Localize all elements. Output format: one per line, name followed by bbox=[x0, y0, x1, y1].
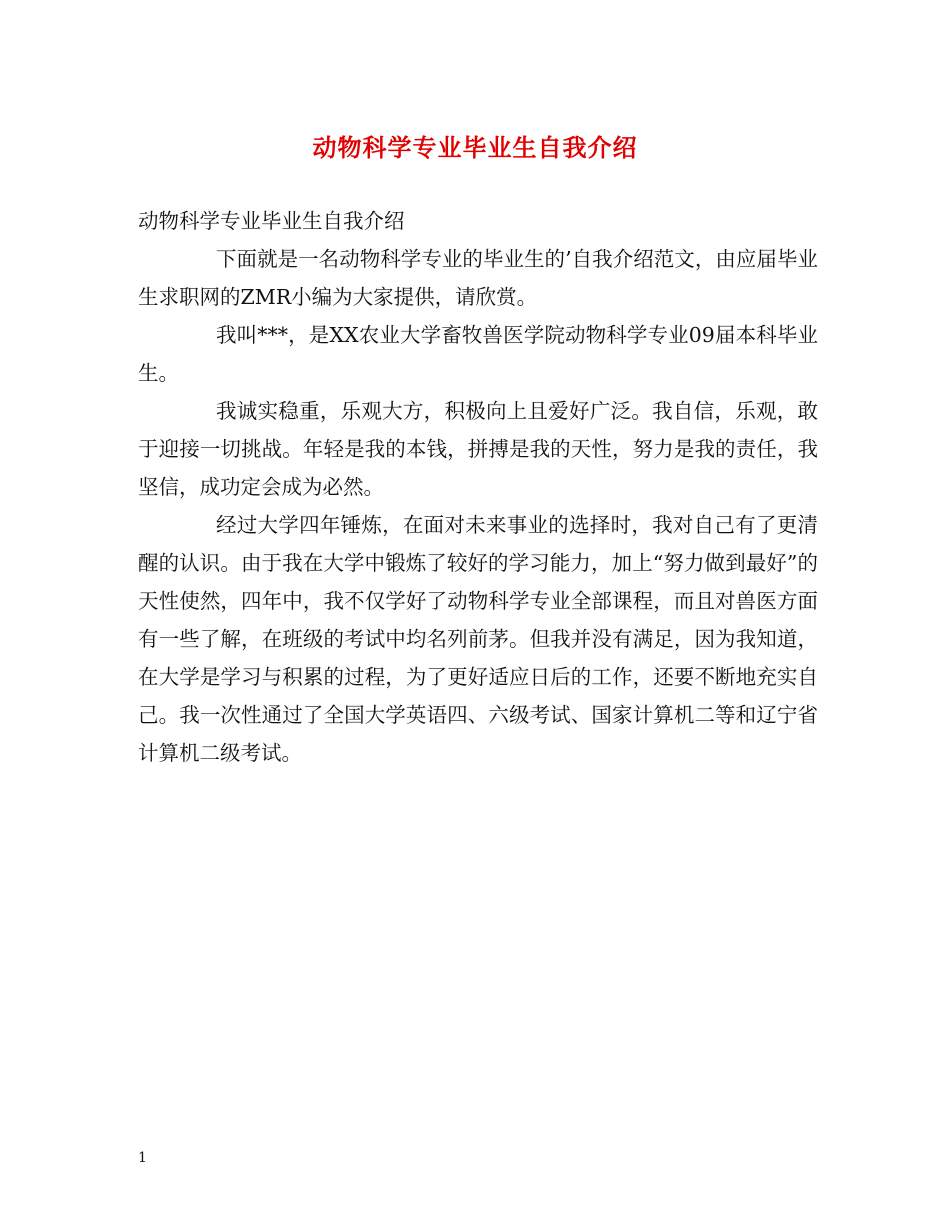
document-subtitle: 动物科学专业毕业生自我介绍 bbox=[138, 209, 405, 233]
paragraph-personality: 我诚实稳重，乐观大方，积极向上且爱好广泛。我自信，乐观，敢于迎接一切挑战。年轻是我的本钱，拼搏是我的天性，努力是我的责任，我坚信，成功定会成为必然。 bbox=[138, 399, 818, 499]
paragraph-education: 经过大学四年锤炼，在面对未来事业的选择时，我对自己有了更清醒的认识。由于我在大学中锻炼了较好的学习能力，加上“努力做到最好”的天性使然，四年中，我不仅学好了动物科学专业全部课程，而且对兽医方面有一些了解，在班级的考试中均名列前茅。但我并没有满足，因为我知道，在大学是学习与积累的过程，为了更好适应日后的工作，还要不断地充实自己。我一次性通过了全国大学英语四、六级考试、国家计算机二等和辽宁省计算机二级考试。 bbox=[138, 513, 818, 765]
paragraph-name: 我叫***，是XX农业大学畜牧兽医学院动物科学专业09届本科毕业生。 bbox=[138, 323, 818, 385]
page-number: 1 bbox=[138, 1150, 147, 1166]
paragraph-intro: 下面就是一名动物科学专业的毕业生的’自我介绍范文，由应届毕业生求职网的ZMR小编为大家提供，请欣赏。 bbox=[138, 247, 818, 309]
document-body bbox=[138, 202, 818, 772]
document-title: 动物科学专业毕业生自我介绍 bbox=[312, 133, 638, 162]
